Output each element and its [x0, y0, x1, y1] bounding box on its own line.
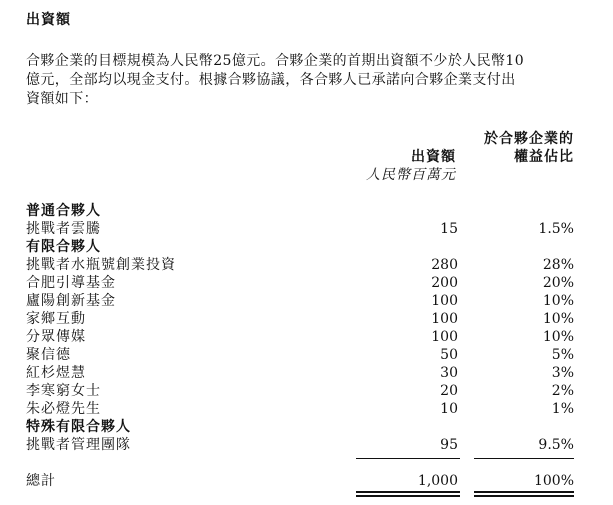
partner-share: 1%	[551, 401, 574, 417]
partner-name: 廬陽創新基金	[26, 293, 116, 309]
partner-amount: 20	[440, 383, 458, 399]
partner-amount: 280	[431, 257, 458, 273]
table-row	[26, 220, 574, 238]
partner-name: 家鄉互動	[26, 311, 86, 327]
partner-name: 分眾傳媒	[26, 329, 86, 345]
section-title: 有限合夥人	[26, 239, 101, 255]
section-title: 特殊有限合夥人	[26, 419, 131, 435]
partner-name: 朱必燈先生	[26, 401, 101, 417]
total-label: 總計	[26, 473, 56, 489]
table-row	[26, 364, 574, 382]
section-title-row	[26, 202, 574, 220]
table-row	[26, 328, 574, 346]
partner-share: 5%	[551, 347, 574, 363]
share-total-double-rule-bottom	[474, 495, 574, 497]
amount-column-header	[366, 148, 456, 184]
amount-total-double-rule-top	[356, 491, 460, 493]
paragraph-line: 資額如下：	[26, 91, 98, 107]
section-title-row	[26, 418, 574, 436]
table-row	[26, 400, 574, 418]
amount-subtotal-rule	[356, 458, 460, 459]
partner-share: 3%	[551, 365, 574, 381]
share-subtotal-rule	[474, 458, 574, 459]
partner-name: 挑戰者水瓶號創業投資	[26, 257, 176, 273]
share-column-title-line2: 權益佔比	[514, 149, 574, 165]
partner-share: 1.5%	[538, 221, 574, 237]
partner-amount: 95	[440, 437, 458, 453]
partner-amount: 30	[440, 365, 458, 381]
table-row	[26, 256, 574, 274]
share-column-title-line1: 於合夥企業的	[484, 131, 574, 147]
partner-amount: 50	[440, 347, 458, 363]
total-share: 100%	[533, 473, 574, 489]
partner-share: 10%	[542, 311, 574, 327]
partner-name: 挑戰者管理團隊	[26, 437, 131, 453]
partner-name: 聚信德	[26, 347, 71, 363]
partner-amount: 100	[431, 329, 458, 345]
total-amount: 1,000	[417, 473, 458, 489]
share-column-header	[484, 130, 574, 166]
partner-share: 10%	[542, 329, 574, 345]
paragraph-line: 億元，全部均以現金支付。根據合夥協議，各合夥人已承諾向合夥企業支付出	[26, 72, 516, 88]
table-row	[26, 292, 574, 310]
section-title: 普通合夥人	[26, 203, 101, 219]
paragraph-line: 合夥企業的目標規模為人民幣25億元。合夥企業的首期出資額不少於人民幣10	[26, 53, 525, 69]
partner-name: 合肥引導基金	[26, 275, 116, 291]
section-heading: 出資額	[26, 12, 71, 28]
partner-amount: 15	[440, 221, 458, 237]
share-total-double-rule-top	[474, 491, 574, 493]
table-row	[26, 436, 574, 454]
partner-amount: 200	[431, 275, 458, 291]
partner-share: 9.5%	[538, 437, 574, 453]
partner-name: 李寒窮女士	[26, 383, 101, 399]
amount-total-double-rule-bottom	[356, 495, 460, 497]
partner-share: 10%	[542, 293, 574, 309]
partner-share: 28%	[542, 257, 574, 273]
table-row	[26, 310, 574, 328]
section-title-row	[26, 238, 574, 256]
amount-column-unit: 人民幣百萬元	[366, 167, 456, 183]
partner-name: 紅杉煜慧	[26, 365, 86, 381]
partner-amount: 100	[431, 293, 458, 309]
partner-share: 20%	[542, 275, 574, 291]
table-row	[26, 382, 574, 400]
partner-share: 2%	[551, 383, 574, 399]
intro-paragraph	[26, 52, 586, 109]
partner-amount: 10	[440, 401, 458, 417]
partner-name: 挑戰者雲騰	[26, 221, 101, 237]
partner-amount: 100	[431, 311, 458, 327]
table-row	[26, 274, 574, 292]
table-row	[26, 346, 574, 364]
amount-column-title: 出資額	[411, 149, 456, 165]
total-row	[26, 472, 574, 490]
